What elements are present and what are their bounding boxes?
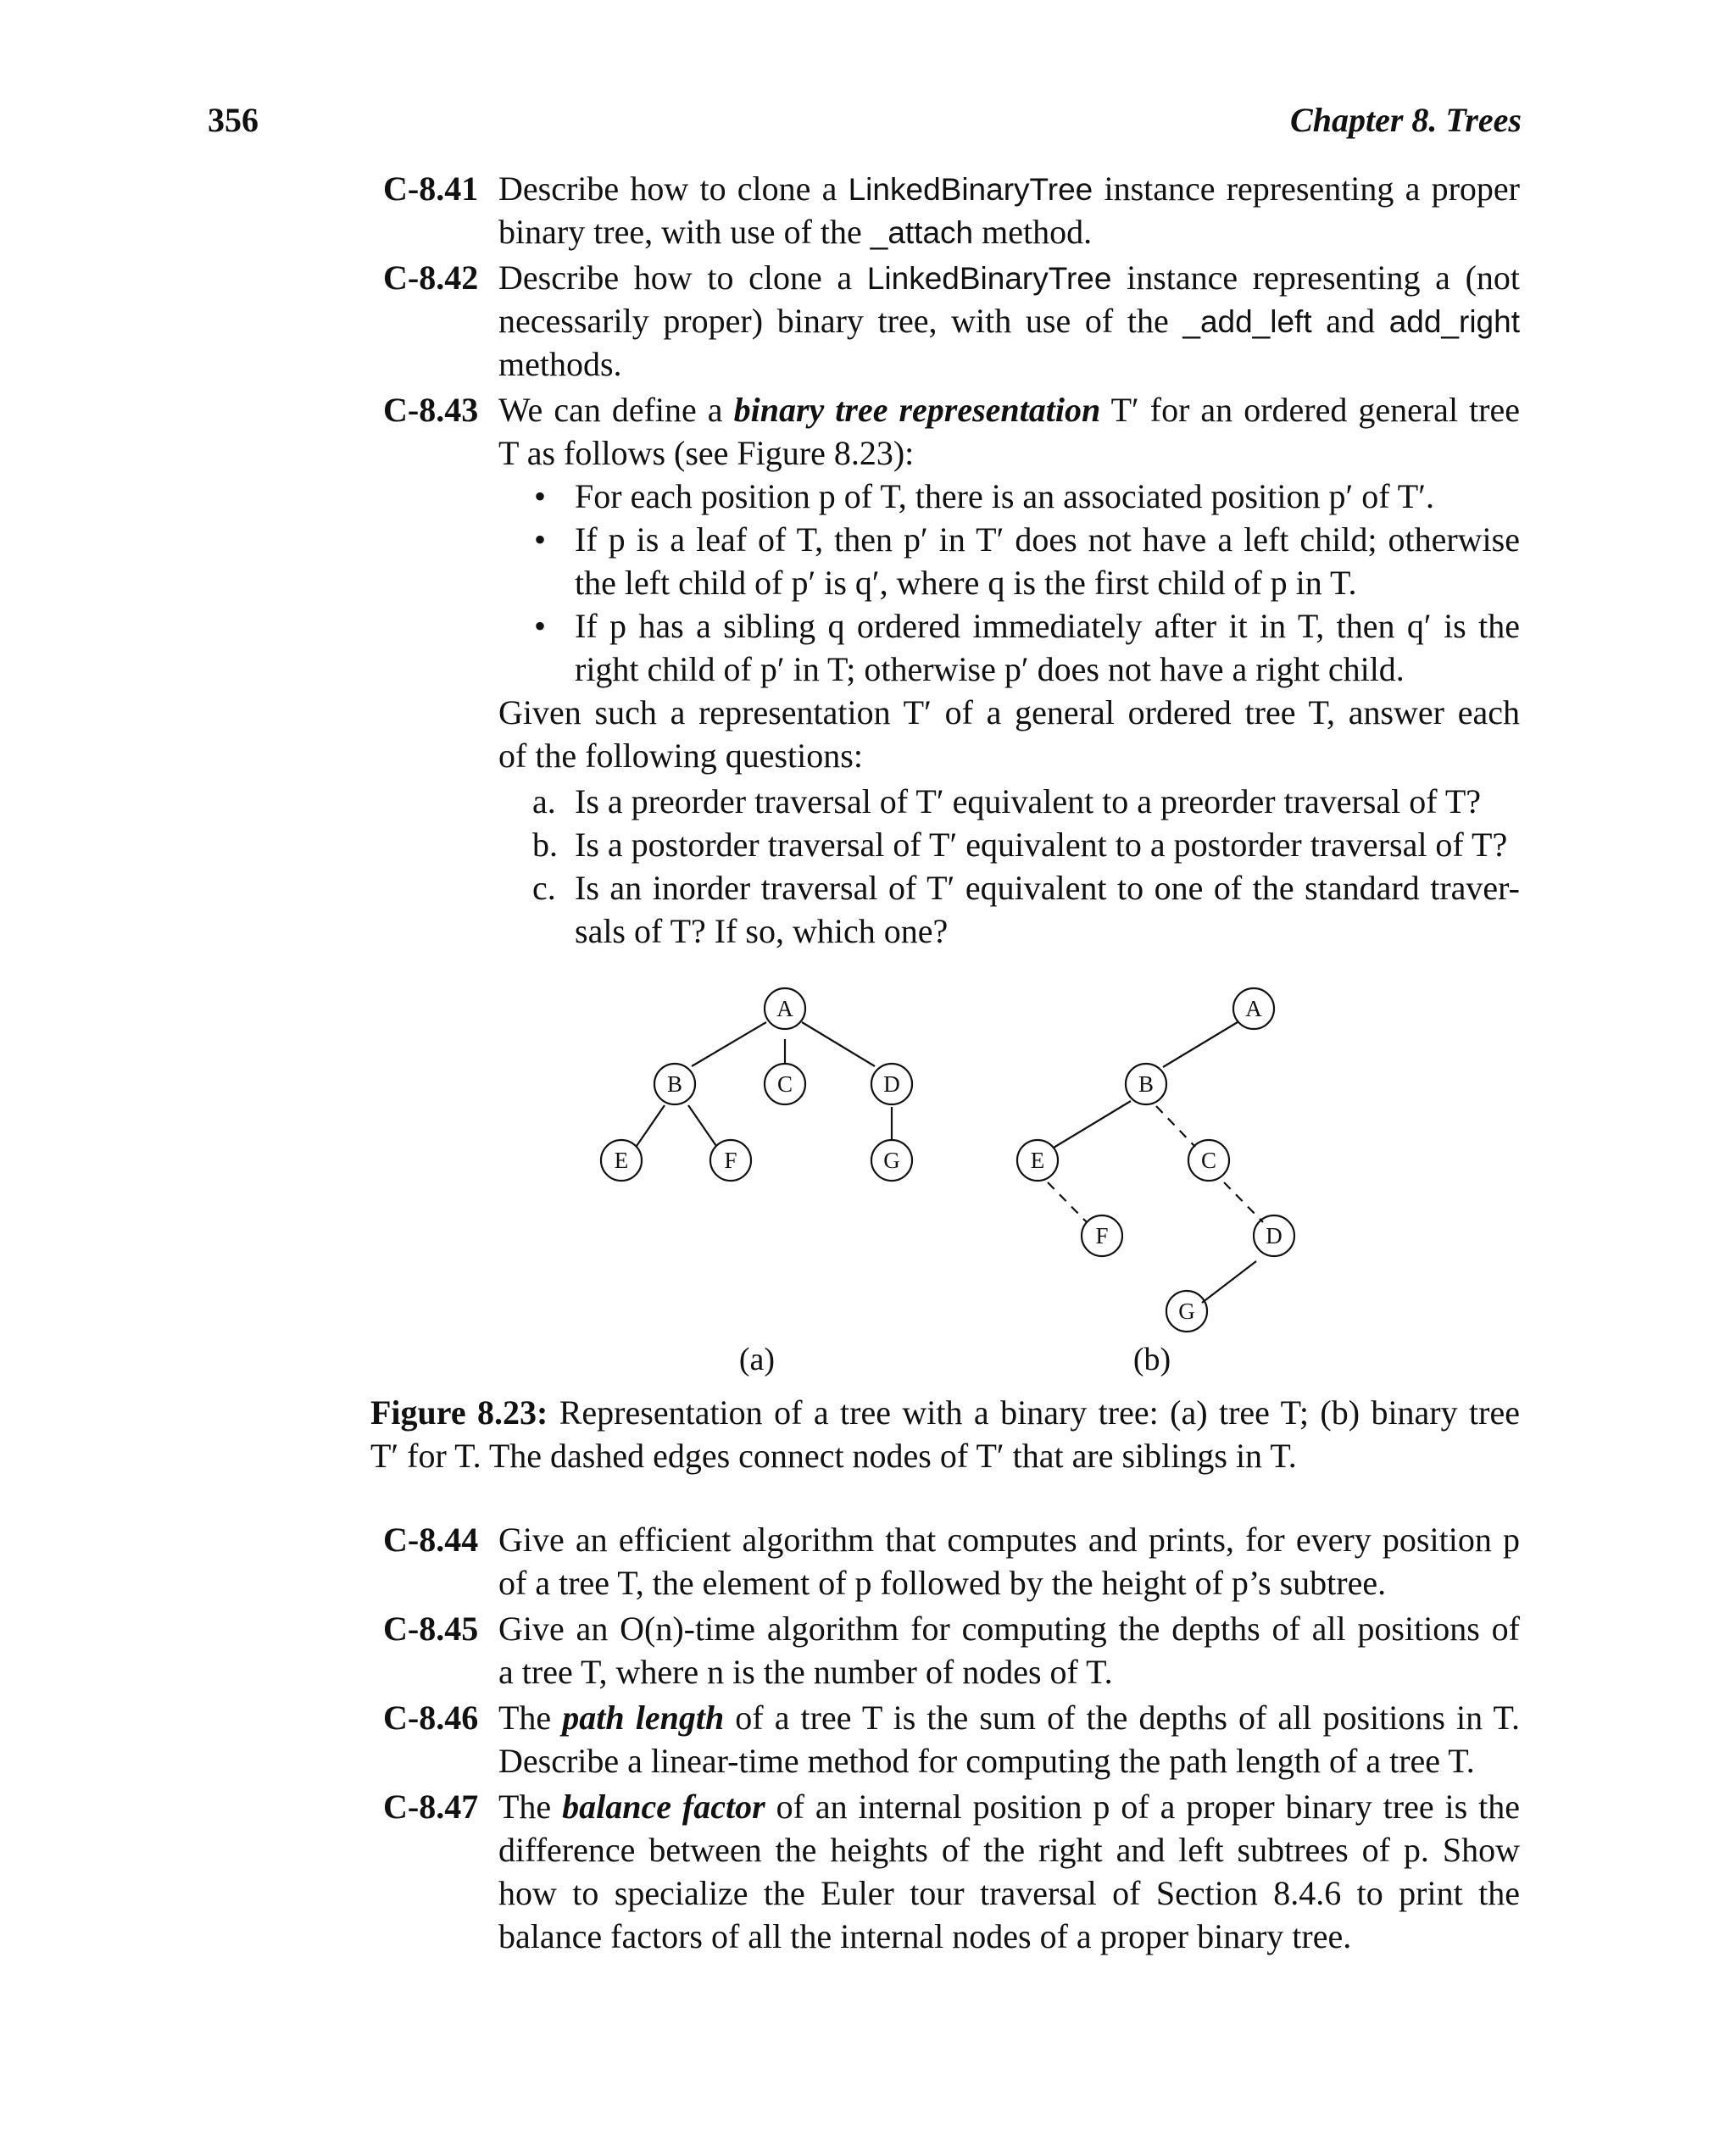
node-label: B bbox=[666, 1071, 683, 1097]
chapter-title: Chapter 8. Trees bbox=[1290, 101, 1522, 139]
exercise-text-line: binary tree, with use of the _attach method. bbox=[498, 213, 1093, 251]
edge-a-b bbox=[692, 1022, 766, 1066]
node-label: D bbox=[883, 1071, 900, 1097]
subfigure-label-b: (b) bbox=[1132, 1342, 1171, 1377]
exercise-text-line: of a tree T, the element of p followed by the height of p’s subtree. bbox=[498, 1564, 1387, 1602]
exercise-text-line: Given such a representation T′ of a general ordered tree T, answer each bbox=[498, 693, 1520, 731]
exercise-text-line: balance factors of all the internal nodes of a proper binary tree. bbox=[498, 1917, 1352, 1955]
node-label: C bbox=[776, 1071, 793, 1097]
edge-b-e bbox=[1054, 1101, 1131, 1148]
edge-b-e bbox=[637, 1105, 665, 1146]
exercise-text-line: Describe how to clone a LinkedBinaryTree instance representing a (not bbox=[498, 259, 1520, 297]
bullet-dot: • bbox=[534, 520, 547, 559]
exercise-text-line: Describe a linear-time method for computing the path length of a tree T. bbox=[498, 1742, 1475, 1780]
bullet-text: right child of p′ in T; otherwise p′ does not have a right child. bbox=[575, 650, 1405, 688]
node-label: E bbox=[1030, 1148, 1045, 1173]
node-label: A bbox=[776, 996, 793, 1021]
bullet-text: For each position p of T, there is an associated position p′ of T′. bbox=[575, 477, 1434, 515]
exercise-id: C-8.46 bbox=[383, 1699, 479, 1737]
node-label: E bbox=[614, 1148, 629, 1173]
exercise-id: C-8.43 bbox=[383, 391, 479, 429]
edge-d-g bbox=[1202, 1261, 1256, 1303]
exercise-id: C-8.44 bbox=[383, 1521, 479, 1559]
question-label: a. bbox=[532, 782, 556, 820]
node-label: G bbox=[883, 1148, 900, 1173]
edge-a-d bbox=[802, 1022, 875, 1066]
exercise-text-line: Give an O(n)-time algorithm for computing the depths of all positions of bbox=[498, 1610, 1520, 1648]
node-label: F bbox=[1095, 1223, 1109, 1248]
page-number: 356 bbox=[208, 101, 259, 139]
edge-c-d-dashed bbox=[1224, 1182, 1263, 1222]
node-label: B bbox=[1138, 1071, 1155, 1097]
edge-a-b bbox=[1163, 1022, 1238, 1067]
edge-b-c-dashed bbox=[1156, 1106, 1195, 1147]
question-label: c. bbox=[532, 869, 556, 907]
question-text: sals of T? If so, which one? bbox=[575, 912, 949, 950]
figure-caption: T′ for T. The dashed edges connect nodes of T′ that are siblings in T. bbox=[370, 1437, 1297, 1475]
question-text: Is a preorder traversal of T′ equivalent to a preorder traversal of T? bbox=[575, 782, 1482, 820]
exercise-text-line: Describe how to clone a LinkedBinaryTree instance representing a proper bbox=[498, 170, 1520, 208]
exercise-id: C-8.42 bbox=[383, 259, 479, 297]
question-label: b. bbox=[532, 826, 558, 864]
exercise-text-line: We can define a binary tree representation T′ for an ordered general tree bbox=[498, 391, 1521, 429]
bullet-dot: • bbox=[534, 607, 547, 645]
exercise-text-line: of the following questions: bbox=[498, 737, 863, 775]
exercise-text-line: The path length of a tree T is the sum of the depths of all positions in T. bbox=[498, 1699, 1520, 1737]
node-label: F bbox=[724, 1148, 737, 1173]
edge-b-f bbox=[688, 1105, 716, 1146]
node-label: C bbox=[1200, 1148, 1217, 1173]
node-label: D bbox=[1266, 1223, 1283, 1248]
exercise-text-line: T as follows (see Figure 8.23): bbox=[498, 434, 915, 472]
exercise-text-line: how to specialize the Euler tour traversal of Section 8.4.6 to print the bbox=[498, 1874, 1520, 1912]
bullet-text: If p is a leaf of T, then p′ in T′ does not have a left child; otherwise bbox=[575, 520, 1520, 559]
question-text: Is a postorder traversal of T′ equivalent to a postorder traversal of T? bbox=[575, 826, 1508, 864]
exercise-id: C-8.47 bbox=[383, 1788, 479, 1826]
figure-8-23 bbox=[0, 966, 1736, 1382]
exercise-text-line: The balance factor of an internal position p of a proper binary tree is the bbox=[498, 1788, 1520, 1826]
question-text: Is an inorder traversal of T′ equivalent to one of the standard traver- bbox=[575, 869, 1520, 907]
bullet-text: the left child of p′ is q′, where q is the first child of p in T. bbox=[575, 564, 1357, 602]
exercise-text-line: Give an efficient algorithm that computes and prints, for every position p bbox=[498, 1521, 1520, 1559]
bullet-dot: • bbox=[534, 477, 547, 515]
figure-caption: Figure 8.23: Representation of a tree with a binary tree: (a) tree T; (b) binary tree bbox=[370, 1393, 1520, 1432]
exercise-id: C-8.45 bbox=[383, 1610, 479, 1648]
exercise-text-line: difference between the heights of the right and left subtrees of p. Show bbox=[498, 1831, 1520, 1869]
node-label: A bbox=[1245, 996, 1262, 1021]
bullet-text: If p has a sibling q ordered immediately after it in T, then q′ is the bbox=[575, 607, 1520, 645]
exercise-id: C-8.41 bbox=[383, 170, 479, 208]
exercise-text-line: a tree T, where n is the number of nodes of T. bbox=[498, 1653, 1113, 1691]
exercise-text-line: methods. bbox=[498, 345, 622, 383]
edge-e-f-dashed bbox=[1048, 1182, 1087, 1222]
subfigure-label-a: (a) bbox=[738, 1342, 776, 1377]
node-label: G bbox=[1178, 1299, 1195, 1324]
exercise-text-line: necessarily proper) binary tree, with use of the _add_left and add_right bbox=[498, 302, 1520, 340]
